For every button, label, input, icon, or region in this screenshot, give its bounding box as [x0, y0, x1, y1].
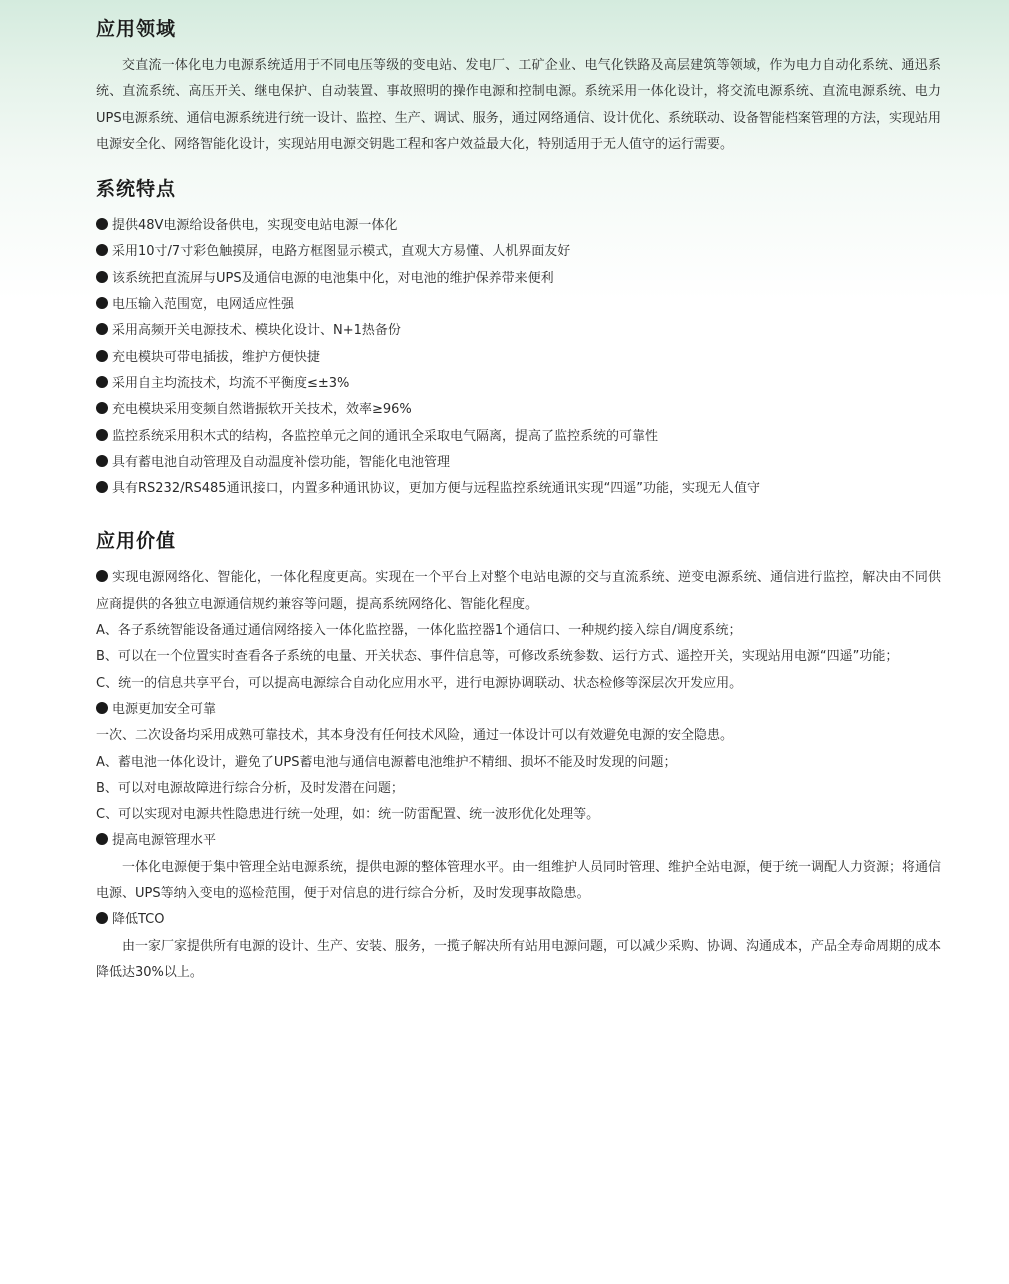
feature-item [96, 450, 941, 476]
feature-text: 充电模块可带电插拔，维护方便快捷 [112, 349, 321, 365]
feature-item [96, 239, 941, 265]
feature-item [96, 476, 941, 502]
bullet-icon [96, 218, 108, 230]
feature-text: 采用自主均流技术，均流不平衡度≤±3% [112, 375, 350, 391]
value-point-network [96, 565, 941, 618]
bullet-icon [96, 244, 108, 256]
feature-text: 具有蓄电池自动管理及自动温度补偿功能，智能化电池管理 [112, 454, 451, 470]
value-point-tco-title: 降低TCO [112, 912, 165, 928]
feature-text: 提供48V电源给设备供电，实现变电站电源一体化 [112, 218, 398, 234]
section-title-application-value: 应用价值 [96, 530, 177, 553]
section-title-system-features: 系统特点 [96, 178, 177, 201]
value-point-safety [96, 697, 941, 723]
section-title-application-fields: 应用领域 [96, 18, 177, 40]
bullet-icon [96, 912, 108, 924]
value-tco-text: 由一家厂家提供所有电源的设计、生产、安装、服务，一揽子解决所有站用电源问题，可以减少采购、协调、沟通成本，产品全寿命周期的成本降低达30%以上。 [96, 938, 942, 980]
bullet-icon [96, 702, 108, 714]
bullet-icon [96, 402, 108, 414]
feature-item [96, 397, 941, 423]
bullet-icon [96, 271, 108, 283]
document-page [96, 14, 941, 986]
value-point-management-title: 提高电源管理水平 [112, 833, 217, 849]
feature-item [96, 292, 941, 318]
value-management-text: 一体化电源便于集中管理全站电源系统，提供电源的整体管理水平。由一组维护人员同时管理、维护全站电源，便于统一调配人力资源；将通信电源、UPS等纳入变电的巡检范围，便于对信息的进行综合分析，及时发现事故隐患。 [96, 859, 942, 902]
feature-text: 具有RS232/RS485通讯接口，内置多种通讯协议，更加方便与远程监控系统通讯实现“四遥”功能，实现无人值守 [112, 481, 761, 497]
bullet-icon [96, 297, 108, 309]
feature-text: 电压输入范围宽，电网适应性强 [112, 297, 295, 313]
bullet-icon [96, 833, 108, 845]
feature-item [96, 345, 941, 371]
value-network-b: B、可以在一个位置实时查看各子系统的电量、开关状态、事件信息等，可修改系统参数、运行方式、遥控开关，实现站用电源“四遥”功能； [96, 649, 899, 665]
value-point-safety-title: 电源更加安全可靠 [112, 701, 217, 717]
feature-item [96, 318, 941, 344]
feature-text: 采用10寸/7寸彩色触摸屏，电路方框图显示模式，直观大方易懂、人机界面友好 [112, 244, 571, 260]
bullet-icon [96, 481, 108, 493]
feature-text: 该系统把直流屏与UPS及通信电源的电池集中化，对电池的维护保养带来便利 [112, 270, 554, 286]
section-application-fields [96, 14, 941, 158]
feature-text: 采用高频开关电源技术、模块化设计、N+1热备份 [112, 323, 401, 339]
value-safety-text: 一次、二次设备均采用成熟可靠技术，其本身没有任何技术风险，通过一体设计可以有效避免电源的安全隐患。 [96, 728, 734, 744]
feature-item [96, 266, 941, 292]
value-point-tco [96, 907, 941, 933]
feature-item [96, 213, 941, 239]
value-safety-b: B、可以对电源故障进行综合分析，及时发潜在问题； [96, 780, 404, 796]
feature-item [96, 424, 941, 450]
value-point-management [96, 828, 941, 854]
feature-text: 监控系统采用积木式的结构，各监控单元之间的通讯全采取电气隔离，提高了监控系统的可靠性 [112, 428, 659, 444]
feature-text: 充电模块采用变频自然谐振软开关技术，效率≥96% [112, 402, 412, 418]
features-list [96, 213, 941, 502]
section-system-features [96, 174, 941, 502]
application-fields-paragraph: 交直流一体化电力电源系统适用于不同电压等级的变电站、发电厂、工矿企业、电气化铁路及高层建筑等领域，作为电力自动化系统、通迅系统、直流系统、高压开关、继电保护、自动装置、事故照明的操作电源和控制电源。系统采用一体化设计，将交流电源系统、直流电源系统、电力UPS电源系统、通信电源系统进行统一设计、监控、生产、调试、服务，通过网络通信、设计优化、系统联动、设备智能档案管理的方法，实现站用电源安全化、网络智能化设计，实现站用电源交钥匙工程和客户效益最大化，特别适用于无人值守的运行需要。 [96, 58, 941, 152]
value-safety-a: A、蓄电池一体化设计，避免了UPS蓄电池与通信电源蓄电池维护不精细、损坏不能及时发现的问题； [96, 754, 677, 770]
value-safety-c: C、可以实现对电源共性隐患进行统一处理，如：统一防雷配置、统一波形优化处理等。 [96, 807, 600, 823]
bullet-icon [96, 570, 108, 582]
value-network-a: A、各子系统智能设备通过通信网络接入一体化监控器，一体化监控器1个通信口、一种规约接入综自/调度系统； [96, 623, 742, 639]
value-network-c: C、统一的信息共享平台，可以提高电源综合自动化应用水平，进行电源协调联动、状态检修等深层次开发应用。 [96, 675, 743, 691]
bullet-icon [96, 455, 108, 467]
bullet-icon [96, 429, 108, 441]
bullet-icon [96, 323, 108, 335]
bullet-icon [96, 376, 108, 388]
section-application-value [96, 526, 941, 986]
bullet-icon [96, 350, 108, 362]
feature-item [96, 371, 941, 397]
value-point-network-text: 实现电源网络化、智能化，一体化程度更高。实现在一个平台上对整个电站电源的交与直流系统、逆变电源系统、通信进行监控，解决由不同供应商提供的各独立电源通信规约兼容等问题，提高系统网络化、智能化程度。 [96, 570, 941, 612]
